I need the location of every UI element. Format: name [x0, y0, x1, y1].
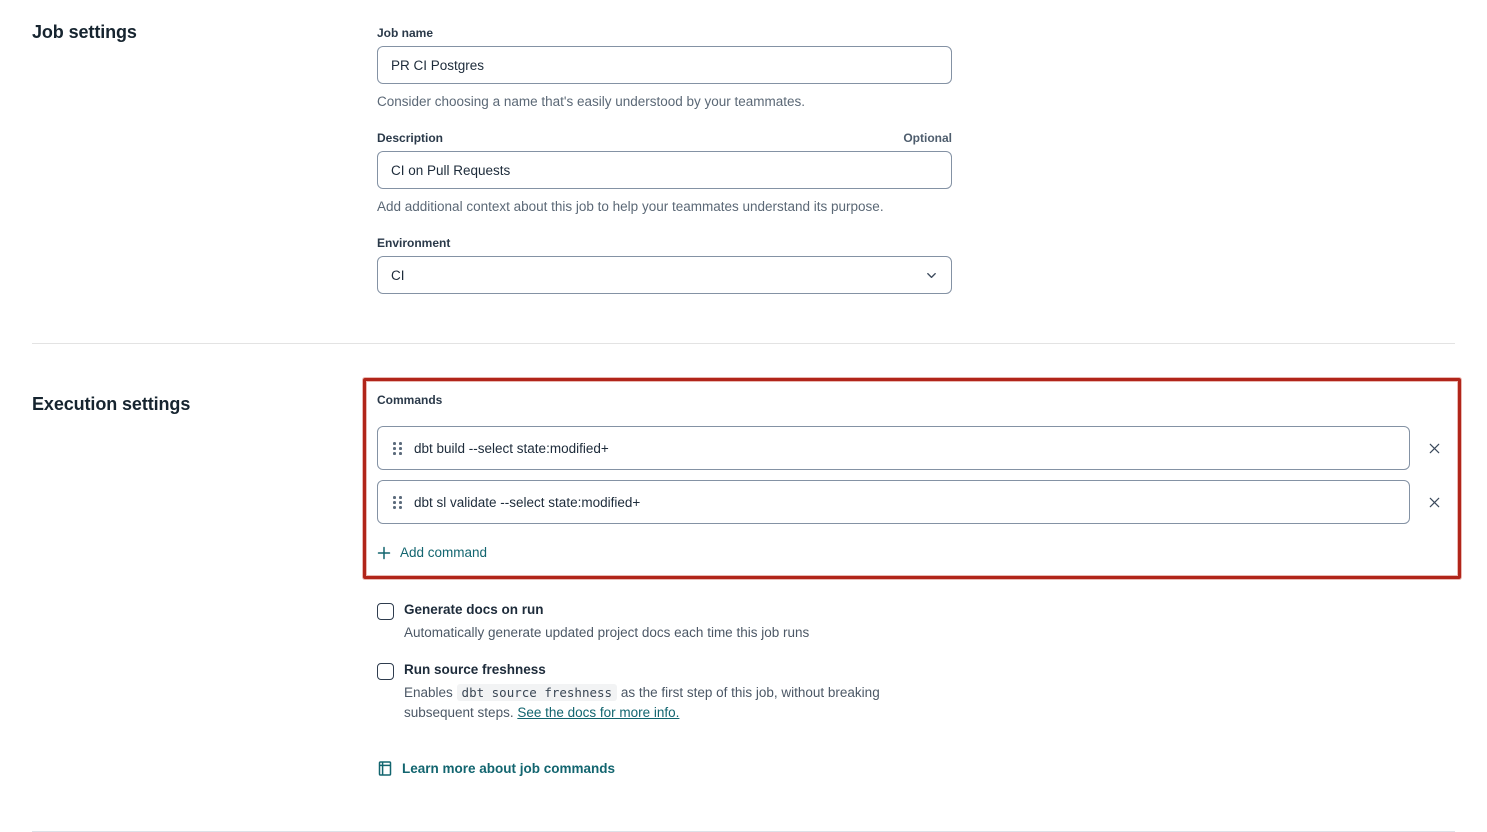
description-helper: Add additional context about this job to help your teammates understand its purpose.: [377, 199, 884, 215]
close-icon: [1427, 495, 1442, 510]
chevron-down-icon: [925, 269, 938, 282]
job-settings-form: [377, 22, 952, 294]
drag-handle-icon[interactable]: [393, 496, 403, 509]
book-icon: [377, 760, 393, 777]
generate-docs-helper: Automatically generate updated project docs each time this job runs: [404, 624, 810, 640]
command-input[interactable]: [414, 481, 1409, 523]
execution-settings-heading: Execution settings: [32, 394, 191, 415]
inline-code: dbt source freshness: [457, 684, 618, 701]
command-box: [377, 426, 1410, 470]
freshness-helper-prefix: Enables: [404, 685, 457, 701]
job-settings-heading: Job settings: [32, 22, 137, 42]
command-box: [377, 480, 1410, 524]
command-row: [377, 480, 1458, 524]
remove-command-button[interactable]: [1410, 480, 1458, 524]
description-field-group: [377, 131, 952, 216]
run-source-freshness-checkbox[interactable]: [377, 663, 394, 680]
add-command-button[interactable]: [377, 545, 487, 560]
command-input[interactable]: [414, 427, 1409, 469]
commands-label: Commands: [377, 393, 443, 408]
job-name-helper: Consider choosing a name that's easily understood by your teammates.: [377, 94, 806, 109]
command-row: [377, 426, 1458, 470]
learn-more-label: Learn more about job commands: [402, 760, 616, 776]
description-input[interactable]: [377, 151, 952, 189]
job-name-field-group: [377, 26, 952, 111]
run-source-freshness-group: [363, 662, 1461, 724]
freshness-docs-link[interactable]: See the docs for more info.: [517, 705, 680, 721]
job-settings-section: [0, 0, 1487, 294]
job-name-label: Job name: [377, 26, 434, 40]
commands-annotation-box: [363, 378, 1461, 579]
environment-label: Environment: [377, 236, 451, 251]
generate-docs-group: [363, 602, 1461, 643]
close-icon: [1427, 441, 1442, 456]
plus-icon: [377, 546, 391, 560]
optional-badge: Optional: [903, 131, 952, 146]
environment-field-group: [377, 236, 952, 294]
remove-command-button[interactable]: [1410, 426, 1458, 470]
generate-docs-checkbox[interactable]: [377, 603, 394, 620]
execution-settings-section: [0, 344, 1487, 781]
learn-more-link[interactable]: [377, 760, 615, 777]
generate-docs-label: Generate docs on run: [404, 601, 544, 617]
run-source-freshness-helper: [404, 683, 939, 724]
freshness-helper-rest: as the first step of this job, without breaking subsequent steps.: [404, 685, 880, 721]
environment-selected-value: CI: [391, 267, 405, 283]
environment-select[interactable]: [377, 256, 952, 294]
execution-settings-content: [363, 378, 1461, 781]
execution-settings-heading-column: [32, 378, 363, 415]
drag-handle-icon[interactable]: [393, 442, 403, 455]
job-name-input[interactable]: [377, 46, 952, 84]
description-label: Description: [377, 131, 444, 146]
add-command-label: Add command: [400, 545, 488, 561]
run-source-freshness-label: Run source freshness: [404, 662, 546, 678]
job-settings-heading-column: [32, 22, 377, 43]
